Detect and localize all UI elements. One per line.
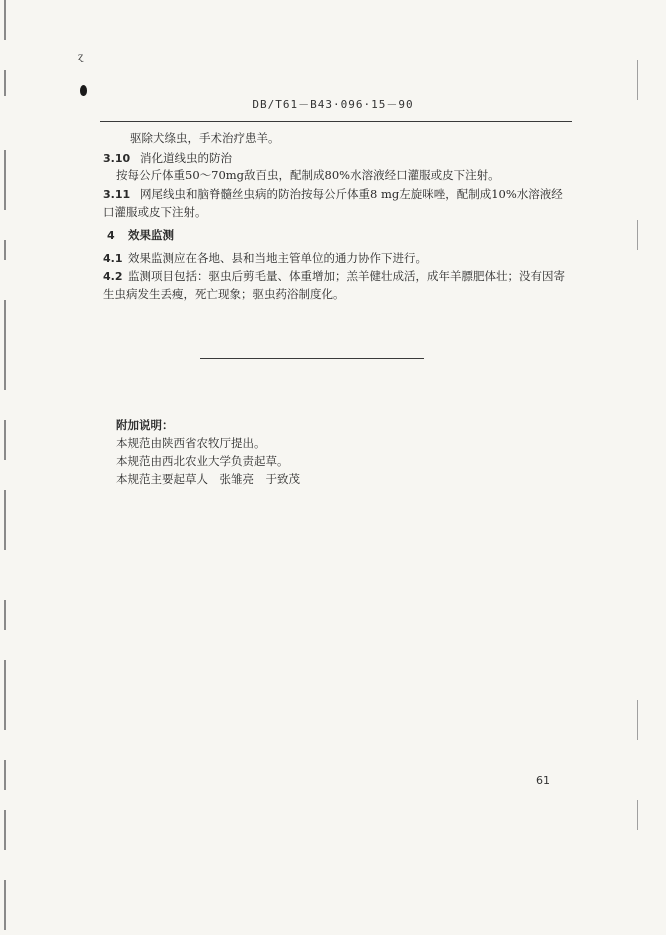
document-code: DB/T61－B43·096·15－90 <box>252 98 414 111</box>
section-number-4-2: 4.2 <box>103 270 123 283</box>
page-number: 61 <box>536 774 550 787</box>
text-4-2-line2: 生虫病发生丢瘦，死亡现象；驱虫药浴制度化。 <box>103 287 345 301</box>
end-rule <box>200 358 424 359</box>
header-rule <box>100 121 572 122</box>
binding-edge-marks <box>4 0 64 935</box>
scan-dot-mark: ɀ <box>78 52 84 63</box>
text-4-2-line1: 监测项目包括：驱虫后剪毛量、体重增加；羔羊健壮成活，成年羊膘肥体壮；没有因寄 <box>128 269 565 283</box>
chapter-number-4: 4 <box>107 229 115 242</box>
right-edge-marks <box>637 0 638 935</box>
section-number-3-10: 3.10 <box>103 152 131 165</box>
text-4-1: 效果监测应在各地、县和当地主管单位的通力协作下进行。 <box>128 251 427 265</box>
text-3-11-line1: 网尾线虫和脑脊髓丝虫病的防治按每公斤体重8 mg左旋咪唑，配制成10%水溶液经 <box>140 187 563 201</box>
chapter-title-4: 效果监测 <box>128 228 174 242</box>
text-3-10: 按每公斤体重50～70mg敌百虫，配制成80%水溶液经口灌服或皮下注射。 <box>116 168 500 182</box>
appendix-line-1: 本规范由陕西省农牧厅提出。 <box>116 436 266 450</box>
appendix-line-2: 本规范由西北农业大学负责起草。 <box>116 454 289 468</box>
section-title-3-10: 消化道线虫的防治 <box>140 151 232 165</box>
text-3-11-line2: 口灌服或皮下注射。 <box>103 205 207 219</box>
appendix-line-3: 本规范主要起草人 张雏亮 于致茂 <box>116 472 300 486</box>
punch-hole-mark <box>80 85 87 96</box>
text-drive-tapeworm: 驱除犬绦虫，手术治疗患羊。 <box>130 131 280 145</box>
appendix-heading: 附加说明： <box>116 418 174 432</box>
section-number-3-11: 3.11 <box>103 188 131 201</box>
section-number-4-1: 4.1 <box>103 252 123 265</box>
